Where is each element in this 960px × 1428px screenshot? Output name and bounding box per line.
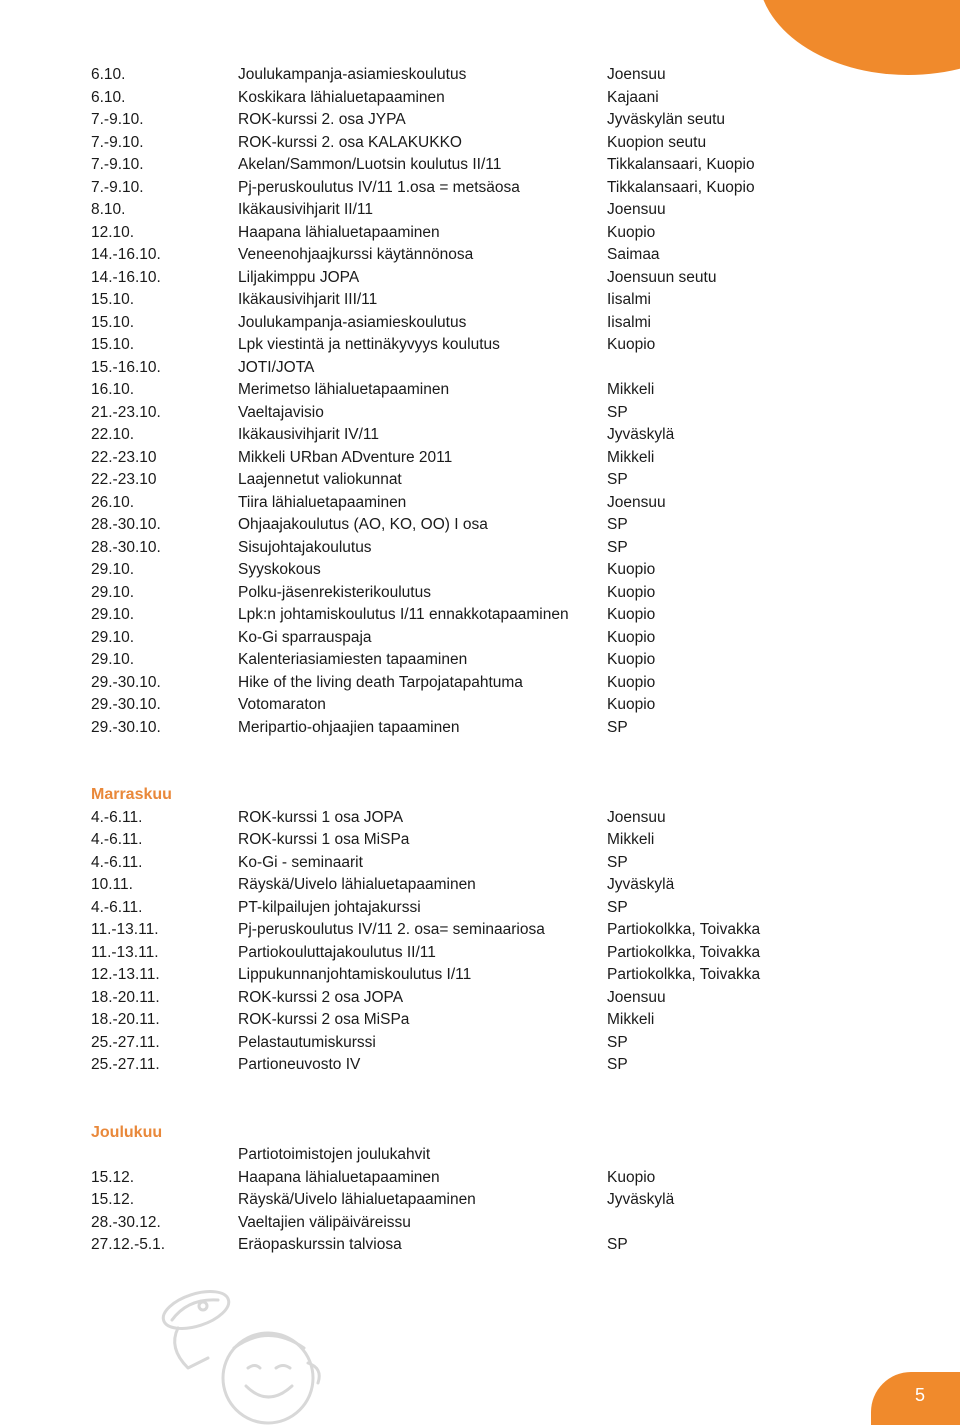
event-name: Partiotoimistojen joulukahvit [238,1146,431,1163]
event-date: 16.10. [91,381,135,398]
event-row [91,514,871,537]
event-date: 4.-6.11. [91,808,143,826]
event-name: Haapana lähialuetapaaminen [238,223,440,241]
event-place: Jyväskylä [607,1191,675,1208]
event-place: Partiokolkka, Toivakka [607,943,761,961]
event-name: Votomaraton [238,696,326,713]
event-place: SP [607,1056,628,1073]
event-name: Hike of the living death Tarpojatapahtuma [238,673,523,691]
event-place: Joensuu [607,201,666,218]
event-date: 4.-6.11. [91,898,143,916]
event-date: 11.-13.11. [91,943,159,961]
event-place: Tikkalansaari, Kuopio [607,156,755,173]
event-date: 25.-27.11. [91,1033,160,1051]
event-name: Sisujohtajakoulutus [238,538,372,556]
event-name: Joulukampanja-asiamieskoulutus [238,66,467,83]
event-name: ROK-kurssi 1 osa MiSPa [238,831,410,848]
event-place: SP [607,1033,628,1051]
event-name: Tiira lähialuetapaaminen [238,493,407,511]
event-row [91,627,871,650]
event-date: 4.-6.11. [91,853,143,871]
event-date: 15.-16.10. [91,358,161,376]
event-date: 15.12. [91,1168,135,1186]
event-row [91,1054,871,1077]
event-date: 7.-9.10. [91,111,144,128]
event-row [91,402,871,425]
event-row [91,154,871,177]
event-row [91,177,871,200]
event-place: Kuopio [607,696,656,713]
event-name: ROK-kurssi 2 osa MiSPa [238,1011,410,1028]
page-number-tab [871,1372,960,1425]
event-date: 29.10. [91,651,135,668]
event-row [91,807,871,830]
event-place: Jyväskylä [607,426,675,443]
event-date: 29.-30.10. [91,718,161,736]
event-name: Ikäkausivihjarit III/11 [238,291,378,308]
event-row [91,379,871,402]
event-row [91,604,871,627]
event-place: Joensuu [607,493,666,511]
event-place: SP [607,898,628,916]
event-row [91,1212,871,1235]
event-date: 6.10. [91,88,126,106]
event-name: PT-kilpailujen johtajakurssi [238,898,421,916]
event-place: Joensuu [607,988,666,1006]
event-name: Ikäkausivihjarit II/11 [238,201,373,218]
event-row [91,582,871,605]
event-row [91,1167,871,1190]
event-name: Lpk viestintä ja nettinäkyvyys koulutus [238,336,500,353]
event-date: 21.-23.10. [91,403,161,421]
event-name: Veneenohjaajkurssi käytännönosa [238,246,474,263]
event-name: Ko-Gi sparrauspaja [238,628,372,646]
event-name: Joulukampanja-asiamieskoulutus [238,313,467,331]
event-date: 26.10. [91,493,135,511]
event-row [91,64,871,87]
event-row [91,1189,871,1212]
event-date: 18.-20.11. [91,988,160,1006]
event-row [91,942,871,965]
event-place: Iisalmi [607,313,651,331]
event-place: Kuopio [607,651,656,668]
event-row [91,1009,871,1032]
november-heading: Marraskuu [91,786,172,803]
event-place: Jyväskylä [607,876,675,893]
event-name: ROK-kurssi 2. osa KALAKUKKO [238,133,462,151]
event-name: Syyskokous [238,561,321,578]
event-name: Vaeltajavisio [238,403,324,421]
event-row [91,109,871,132]
event-date: 28.-30.10. [91,516,161,533]
event-place: Kuopio [607,628,656,646]
event-place: SP [607,1236,628,1253]
event-name: Mikkeli URban ADventure 2011 [238,448,453,466]
event-date: 25.-27.11. [91,1056,160,1073]
event-name: Haapana lähialuetapaaminen [238,1168,440,1186]
event-calendar [91,64,871,1257]
event-name: Partiokouluttajakoulutus II/11 [238,943,436,961]
event-place: Mikkeli [607,831,655,848]
event-place: Mikkeli [607,448,655,466]
event-place: SP [607,516,628,533]
event-date: 14.-16.10. [91,268,161,286]
event-row [91,132,871,155]
event-place: Kajaani [607,88,659,106]
event-place: SP [607,853,628,871]
event-row [91,244,871,267]
event-name: Akelan/Sammon/Luotsin koulutus II/11 [238,156,502,173]
event-row [91,694,871,717]
event-row [91,334,871,357]
october-event-list [91,64,871,739]
event-row [91,357,871,380]
event-name: ROK-kurssi 1 osa JOPA [238,808,404,826]
event-date: 10.11. [91,876,133,893]
event-row [91,1234,871,1257]
event-date: 8.10. [91,201,126,218]
event-date: 4.-6.11. [91,831,143,848]
event-date: 29.-30.10. [91,696,161,713]
event-place: Saimaa [607,246,660,263]
event-date: 29.10. [91,561,135,578]
event-place: Kuopio [607,336,656,353]
event-name: ROK-kurssi 2 osa JOPA [238,988,404,1006]
event-name: Eräopaskurssin talviosa [238,1236,402,1253]
event-date: 11.-13.11. [91,921,159,938]
event-place: Mikkeli [607,381,655,398]
event-place: Kuopion seutu [607,133,707,151]
event-date: 29.-30.10. [91,673,161,691]
event-row [91,537,871,560]
event-date: 7.-9.10. [91,156,144,173]
event-name: Laajennetut valiokunnat [238,471,402,488]
event-row [91,87,871,110]
event-place: SP [607,718,628,736]
december-event-list [91,1144,871,1257]
event-place: Kuopio [607,561,656,578]
event-row [91,919,871,942]
event-name: Lpk:n johtamiskoulutus I/11 ennakkotapaaminen [238,606,569,623]
event-date: 6.10. [91,66,126,83]
event-place: Mikkeli [607,1011,655,1028]
event-place: Kuopio [607,673,656,691]
event-row [91,1032,871,1055]
event-row [91,559,871,582]
event-name: Merimetso lähialuetapaaminen [238,381,450,398]
event-row [91,717,871,740]
event-place: Joensuu [607,808,666,826]
event-place: Tikkalansaari, Kuopio [607,178,755,196]
event-date: 15.10. [91,291,135,308]
event-row [91,469,871,492]
event-row [91,897,871,920]
event-name: Liljakimppu JOPA [238,268,360,286]
event-date: 22.10. [91,426,135,443]
december-heading: Joulukuu [91,1123,163,1141]
event-date: 15.10. [91,313,135,331]
event-date: 7.-9.10. [91,133,144,151]
event-place: Joensuu [607,66,666,83]
event-place: Kuopio [607,583,656,601]
event-name: Pelastautumiskurssi [238,1033,376,1051]
event-place: SP [607,403,628,421]
event-row [91,222,871,245]
event-date: 22.-23.10 [91,471,157,488]
event-row [91,649,871,672]
event-name: Vaeltajien välipäiväreissu [238,1213,411,1231]
event-row [91,964,871,987]
event-place: Joensuun seutu [607,268,717,286]
event-date: 29.10. [91,628,135,646]
event-date: 14.-16.10. [91,246,161,263]
event-place: Kuopio [607,606,656,623]
event-date: 29.10. [91,583,135,601]
event-name: Räyskä/Uivelo lähialuetapaaminen [238,1191,476,1208]
event-date: 12.-13.11. [91,966,160,983]
event-place: Partiokolkka, Toivakka [607,966,761,983]
event-date: 12.10. [91,223,135,241]
page-number: 5 [914,1385,925,1405]
event-name: Lippukunnanjohtamiskoulutus I/11 [238,966,472,983]
event-row [91,312,871,335]
event-name: Polku-jäsenrekisterikoulutus [238,583,431,601]
event-name: Koskikara lähialuetapaaminen [238,88,445,106]
event-name: Pj-peruskoulutus IV/11 1.osa = metsäosa [238,178,520,196]
event-row [91,1144,871,1167]
event-name: JOTI/JOTA [238,358,315,376]
event-row [91,672,871,695]
scout-mascot-icon [148,1268,388,1428]
event-name: Räyskä/Uivelo lähialuetapaaminen [238,876,476,893]
event-row [91,492,871,515]
event-date: 18.-20.11. [91,1011,160,1028]
event-name: Ikäkausivihjarit IV/11 [238,426,379,443]
event-date: 22.-23.10 [91,448,157,466]
event-date: 15.10. [91,336,135,353]
event-place: Jyväskylän seutu [607,111,726,128]
event-place: Iisalmi [607,291,651,308]
event-place: SP [607,471,628,488]
november-event-list [91,807,871,1077]
event-date: 15.12. [91,1191,135,1208]
event-row [91,852,871,875]
event-place: Partiokolkka, Toivakka [607,921,761,938]
event-place: Kuopio [607,1168,656,1186]
event-name: Pj-peruskoulutus IV/11 2. osa= seminaariosa [238,921,545,938]
event-row [91,199,871,222]
event-date: 29.10. [91,606,135,623]
event-row [91,874,871,897]
event-place: SP [607,538,628,556]
event-name: ROK-kurssi 2. osa JYPA [238,111,406,128]
event-row [91,424,871,447]
event-place: Kuopio [607,223,656,241]
event-name: Ko-Gi - seminaarit [238,853,363,871]
event-row [91,267,871,290]
event-row [91,289,871,312]
event-date: 7.-9.10. [91,178,144,196]
event-name: Ohjaajakoulutus (AO, KO, OO) I osa [238,516,488,533]
event-row [91,447,871,470]
event-date: 27.12.-5.1. [91,1236,166,1253]
event-date: 28.-30.12. [91,1213,161,1231]
event-name: Meripartio-ohjaajien tapaaminen [238,718,460,736]
event-row [91,829,871,852]
event-date: 28.-30.10. [91,538,161,556]
event-row [91,987,871,1010]
event-name: Kalenteriasiamiesten tapaaminen [238,651,468,668]
event-name: Partioneuvosto IV [238,1056,361,1073]
